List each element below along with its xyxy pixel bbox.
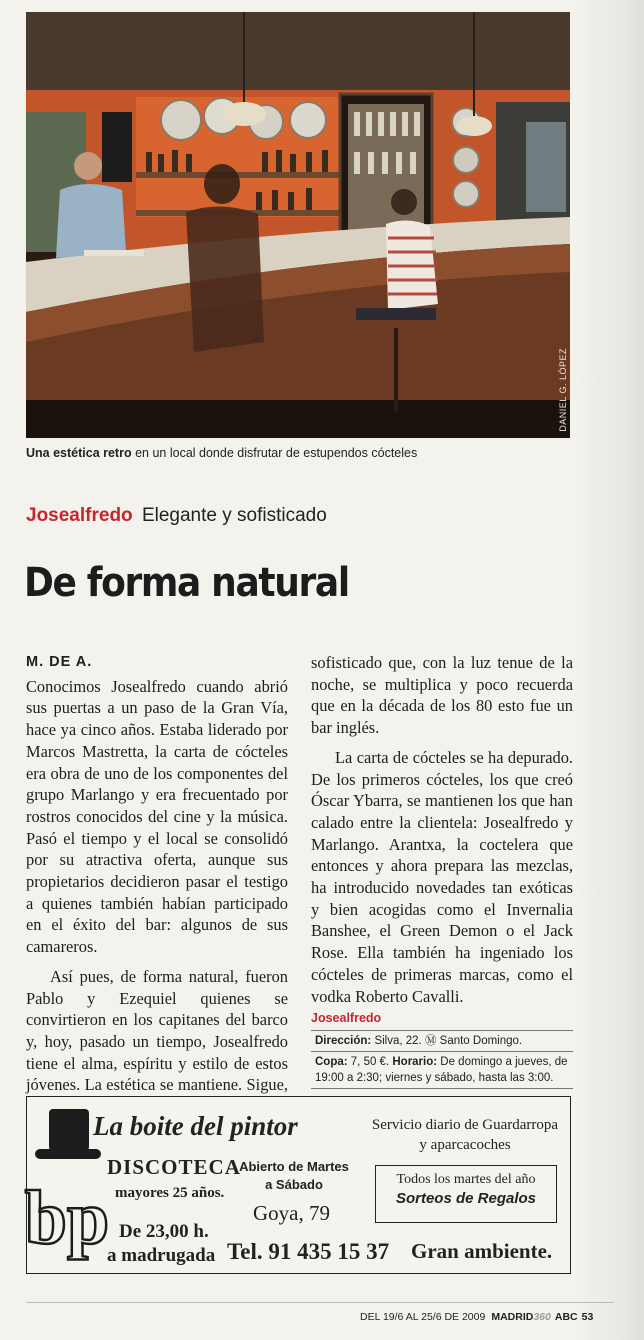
kicker [26,505,327,527]
ad-phone: Tel. 91 435 15 37 [227,1239,390,1264]
price-value: 7, 50 €. [347,1056,393,1068]
paragraph: sofisticado que, con la luz tenue de la noche, se multiplica y poco recuerda que en la década de los 80 esto fue un bar inglés. [311,653,573,738]
ad-open-days: Abierto de Martes [239,1159,349,1174]
photo-credit: DANIEL G. LÓPEZ [558,348,568,432]
ad-service: Servicio diario de Guardarropa [371,1117,559,1133]
ad-age: mayores 25 años. [115,1185,225,1201]
article-column-1 [26,652,288,1147]
metro-icon: Ⓜ [424,1035,437,1047]
paragraph: Así pues, de forma natural, fueron Pablo y Ezequiel quienes se convirtieron en los capitanes del barco y, hoy, pasado un tiempo, Josealfredo tiene el alma, espíritu y estilo de estos jóvenes. La estética se mantiene. Sigue, [26,966,288,1095]
metro-value: Santo Domingo. [436,1035,523,1047]
address-label: Dirección: [315,1035,372,1047]
kicker-tagline: Elegante y sofisticado [141,505,327,526]
article-column-2 [311,652,573,1015]
price-label: Copa: [315,1056,348,1068]
paper-edge [574,0,644,1340]
bar-interior-illustration [26,12,570,438]
logo-letters: bp [24,1176,110,1260]
ad-promo-highlight: Sorteos de Regalos [395,1190,537,1207]
caption-bold: Una estética retro [26,446,132,460]
caption-text: en un local donde disfrutar de estupendos cócteles [131,446,418,460]
footer-rule [26,1302,614,1303]
footer-dates: DEL 19/6 AL 25/6 DE 2009 [360,1311,486,1323]
ad-tagline: Gran ambiente. [411,1239,553,1263]
footer-number: 360 [533,1311,551,1323]
headline: De forma natural [24,560,349,606]
footer-city: MADRID [491,1311,534,1323]
paragraph: La carta de cócteles se ha depurado. De los primeros cócteles, los que creó Óscar Ybarra, se mantienen los que han calado entre la clientela: Josealfredo y Marlango. Arantxa, la coctelera que entonces y ahora prepara las mezclas, ha introducido novedades tan exóticas y bien acogidas como el Invernalia Banshee, el Green Demon o el Jack Rose. Ella también ha ingeniado los cócteles de primeras marcas, como el vodka Roberto Cavalli. [311,747,573,1006]
kicker-venue-name: Josealfredo [26,505,133,526]
ad-address: Goya, 79 [253,1201,330,1225]
page-footer [360,1311,593,1323]
ad-brand: La boite del pintor [93,1111,298,1141]
paragraph: Conocimos Josealfredo cuando abrió sus puertas a un paso de la Gran Vía, hace ya cinco años. Estaba liderado por Marcos Mastretta, la carta de cócteles era obra de uno de los componentes del grupo Marlango y era frecuentado por rostros conocidos del cine y la música. Pasó el tiempo y el local se consolidó por su atractiva oferta, aunque sus propietarios decidieron pasar el testigo a quienes también habían participado en el éxito del bar: algunos de sus camareros. [26,676,288,957]
photo-caption [26,446,570,460]
ad-time-end: a madrugada [107,1245,216,1266]
ad-open-days-2: a Sábado [265,1177,323,1192]
footer-publication: ABC [554,1311,578,1323]
ad-service-2: y aparcacoches [419,1137,511,1153]
page-number: 53 [581,1311,594,1323]
info-price-hours-row [311,1051,573,1089]
advertisement [26,1096,571,1274]
ad-time-start: De 23,00 h. [119,1221,209,1242]
hours-label: Horario: [392,1056,438,1068]
address-value: Silva, 22. [371,1035,425,1047]
hours-value: De domingo a jueves, de 19:00 a 2:30; viernes y sábado, hasta las 3:00. [315,1056,568,1084]
byline: M. DE A. [26,654,93,670]
info-title: Josealfredo [311,1011,382,1025]
ad-disco: DISCOTECA [107,1155,241,1179]
ad-promo-line: Todos los martes del año [396,1172,536,1187]
ad-promo-box [375,1165,557,1223]
bar-photo [26,12,570,438]
venue-info-box [311,1010,573,1089]
info-address-row [311,1030,573,1051]
